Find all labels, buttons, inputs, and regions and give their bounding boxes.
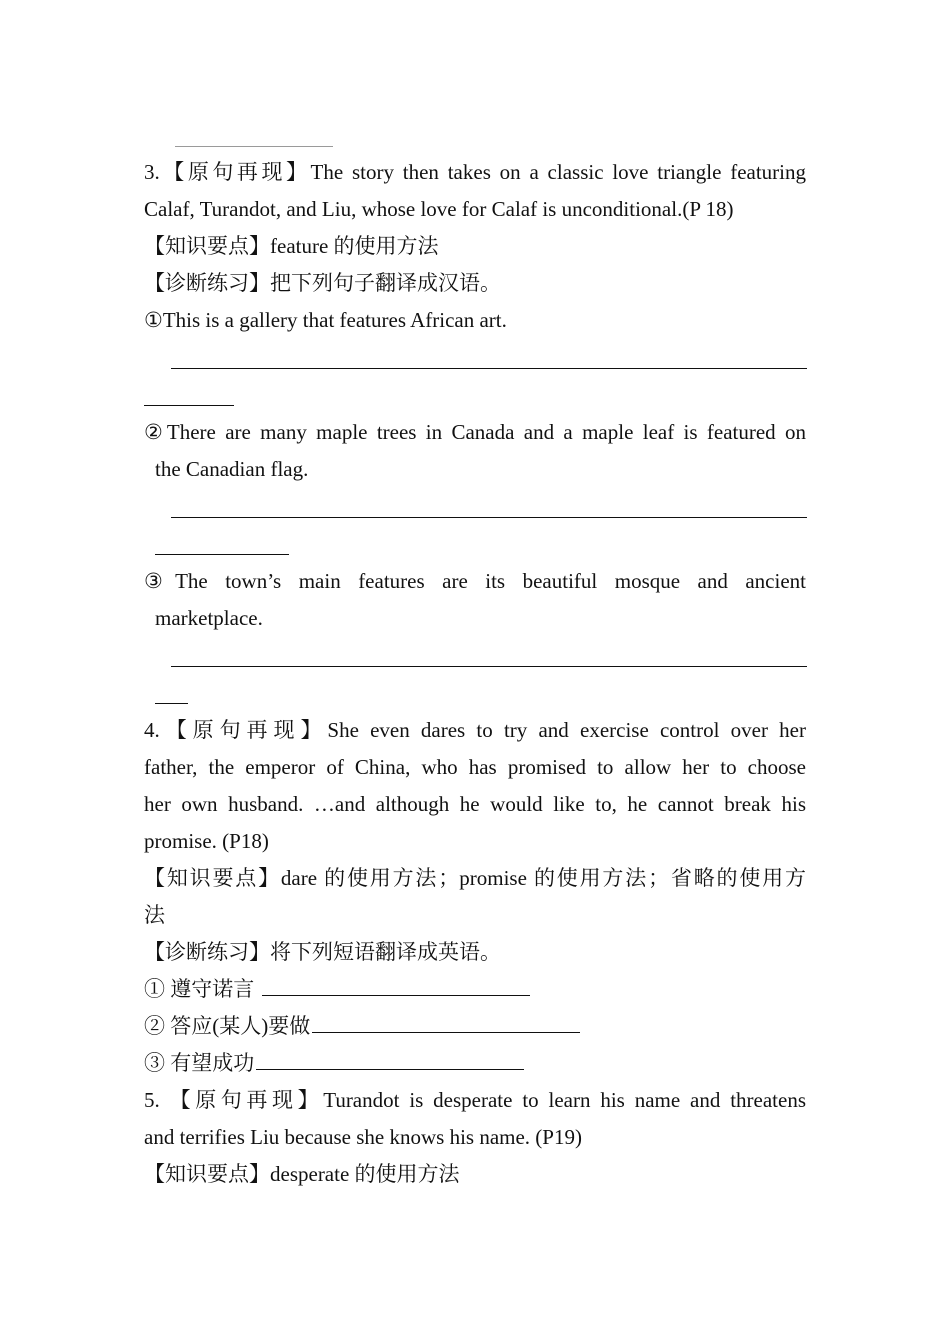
q3-original-sentence-line-1: 3.【原句再现】The story then takes on a classic love triangle featuring [144,160,806,184]
q5-original-sentence-line-1: 5. 【原句再现】Turandot is desperate to learn his name and threatens [144,1088,806,1112]
q4-exercise-2-prompt: ② 答应(某人)要做 [144,1014,311,1038]
q4-knowledge-point-line-2: 法 [144,903,165,927]
q3-exercise-3-line-1: ③The town’s main features are its beautiful mosque and ancient [144,569,806,593]
q3-answer-line-3a[interactable] [171,666,807,667]
q3-answer-line-2b[interactable] [155,554,289,555]
q4-exercise-1-answer-blank[interactable] [262,974,530,996]
q4-original-sentence-line-2: father, the emperor of China, who has promised to allow her to choose [144,755,806,779]
q3-exercise-1: ①This is a gallery that features African art. [144,308,507,332]
q3-answer-line-3b[interactable] [155,703,188,704]
q4-exercise-1 [144,971,806,1008]
q4-knowledge-point-line-1: 【知识要点】dare 的使用方法；promise 的使用方法；省略的使用方 [144,866,806,890]
q3-knowledge-point: 【知识要点】feature 的使用方法 [144,234,439,258]
q5-knowledge-point: 【知识要点】desperate 的使用方法 [144,1162,460,1186]
q4-diagnosis-instruction: 【诊断练习】将下列短语翻译成英语。 [144,940,501,964]
q4-exercise-2-answer-blank[interactable] [312,1011,580,1033]
q4-exercise-3 [144,1045,806,1082]
q4-exercise-2 [144,1008,806,1045]
q5-original-sentence-line-2: and terrifies Liu because she knows his name. (P19) [144,1125,582,1149]
q3-answer-line-1a[interactable] [171,368,807,369]
header-rule [175,146,333,147]
q4-exercise-3-prompt: ③ 有望成功 [144,1051,255,1075]
q3-answer-line-1b[interactable] [144,405,234,406]
q3-exercise-2-line-2: the Canadian flag. [155,457,309,481]
q4-original-sentence-line-4: promise. (P18) [144,829,269,853]
q3-exercise-2-line-1: ②There are many maple trees in Canada and a maple leaf is featured on [144,420,806,444]
q3-answer-line-2a[interactable] [171,517,807,518]
q3-original-sentence-line-2: Calaf, Turandot, and Liu, whose love for Calaf is unconditional.(P 18) [144,197,734,221]
q3-exercise-3-line-2: marketplace. [155,606,263,630]
q4-exercise-3-answer-blank[interactable] [256,1048,524,1070]
q3-diagnosis-instruction: 【诊断练习】把下列句子翻译成汉语。 [144,271,501,295]
q4-original-sentence-line-3: her own husband. …and although he would like to, he cannot break his [144,792,806,816]
q4-original-sentence-line-1: 4.【原句再现】She even dares to try and exercise control over her [144,718,806,742]
q4-exercise-1-prompt: ① 遵守诺言 [144,977,255,1001]
